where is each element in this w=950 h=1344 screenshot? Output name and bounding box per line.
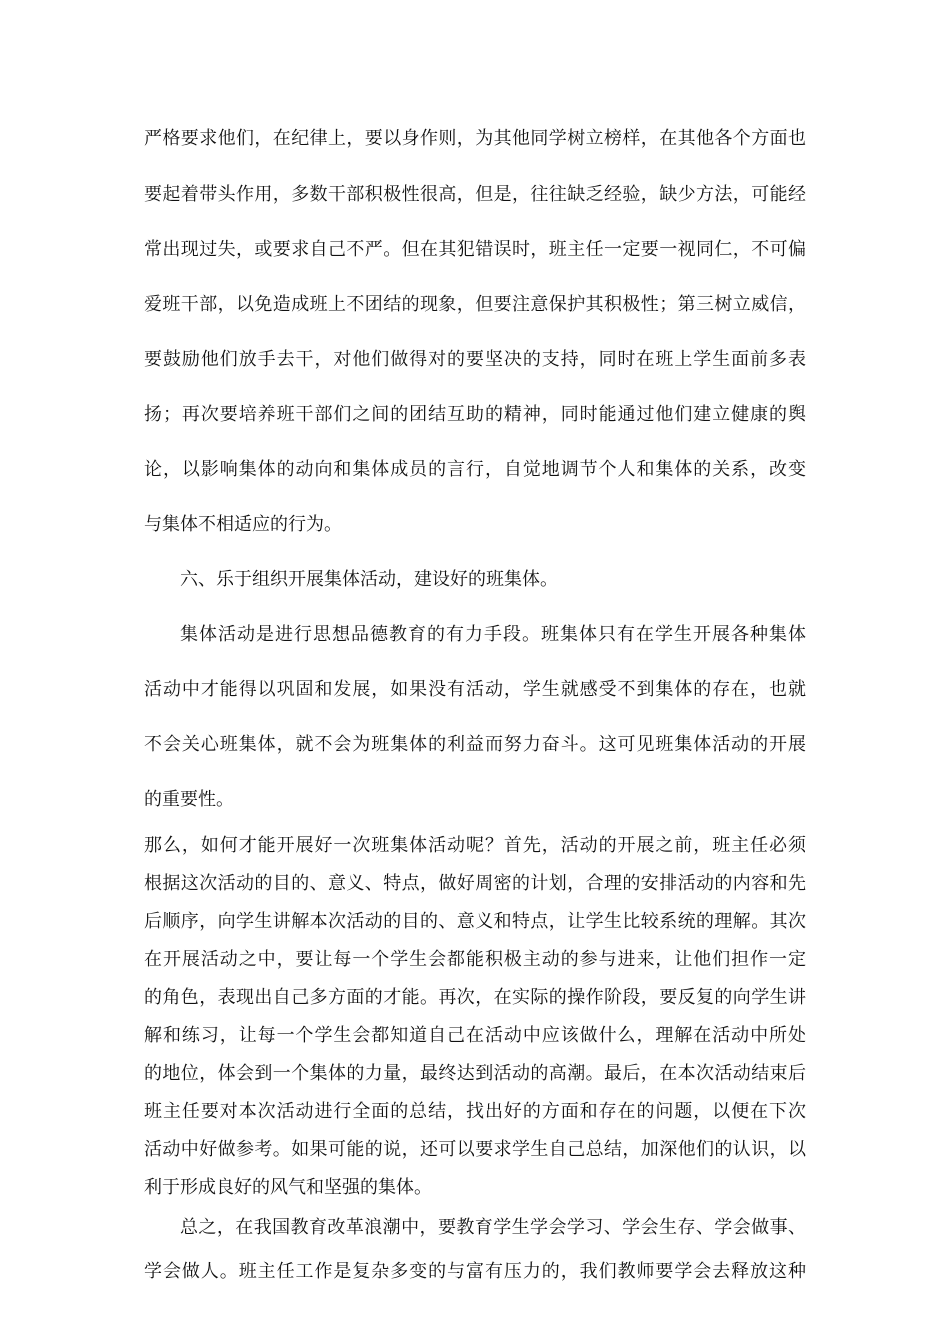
- text-line: 的角色，表现出自己多方面的才能。再次，在实际的操作阶段，要反复的向学生讲: [144, 987, 806, 1008]
- text-line: 在开展活动之中，要让每一个学生会都能积极主动的参与进来，让他们担作一定: [144, 949, 806, 970]
- text-line: 总之，在我国教育改革浪潮中，要教育学生学会学习、学会生存、学会做事、: [180, 1217, 806, 1238]
- text-line: 活动中才能得以巩固和发展，如果没有活动，学生就感受不到集体的存在，也就: [144, 679, 806, 700]
- text-line: 要鼓励他们放手去干，对他们做得对的要坚决的支持，同时在班上学生面前多表: [144, 349, 806, 370]
- text-line: 常出现过失，或要求自己不严。但在其犯错误时，班主任一定要一视同仁，不可偏: [144, 239, 806, 260]
- text-line: 那么，如何才能开展好一次班集体活动呢？首先，活动的开展之前，班主任必须: [144, 835, 806, 856]
- text-line: 论，以影响集体的动向和集体成员的言行，自觉地调节个人和集体的关系，改变: [144, 459, 806, 480]
- text-line: 学会做人。班主任工作是复杂多变的与富有压力的，我们教师要学会去释放这种: [144, 1261, 806, 1282]
- text-line: 的重要性。: [144, 789, 234, 810]
- text-line: 活动中好做参考。如果可能的说，还可以要求学生自己总结，加深他们的认识，以: [144, 1139, 806, 1160]
- text-line: 与集体不相适应的行为。: [144, 514, 342, 535]
- text-line: 班主任要对本次活动进行全面的总结，找出好的方面和存在的问题，以便在下次: [144, 1101, 806, 1122]
- text-line: 爱班干部，以免造成班上不团结的现象，但要注意保护其积极性；第三树立威信，: [144, 294, 806, 315]
- text-line: 集体活动是进行思想品德教育的有力手段。班集体只有在学生开展各种集体: [180, 624, 806, 645]
- text-line: 严格要求他们，在纪律上，要以身作则，为其他同学树立榜样，在其他各个方面也: [144, 128, 806, 149]
- text-line: 解和练习，让每一个学生会都知道自己在活动中应该做什么，理解在活动中所处: [144, 1025, 806, 1046]
- section-heading: 六、乐于组织开展集体活动，建设好的班集体。: [180, 569, 558, 590]
- text-line: 的地位，体会到一个集体的力量，最终达到活动的高潮。最后，在本次活动结束后: [144, 1063, 806, 1084]
- text-line: 不会关心班集体，就不会为班集体的利益而努力奋斗。这可见班集体活动的开展: [144, 734, 806, 755]
- text-line: 根据这次活动的目的、意义、特点，做好周密的计划，合理的安排活动的内容和先: [144, 873, 806, 894]
- text-line: 要起着带头作用，多数干部积极性很高，但是，往往缺乏经验，缺少方法，可能经: [144, 184, 806, 205]
- text-line: 后顺序，向学生讲解本次活动的目的、意义和特点，让学生比较系统的理解。其次: [144, 911, 806, 932]
- text-line: 利于形成良好的风气和坚强的集体。: [144, 1177, 432, 1198]
- text-line: 扬；再次要培养班干部们之间的团结互助的精神，同时能通过他们建立健康的舆: [144, 404, 806, 425]
